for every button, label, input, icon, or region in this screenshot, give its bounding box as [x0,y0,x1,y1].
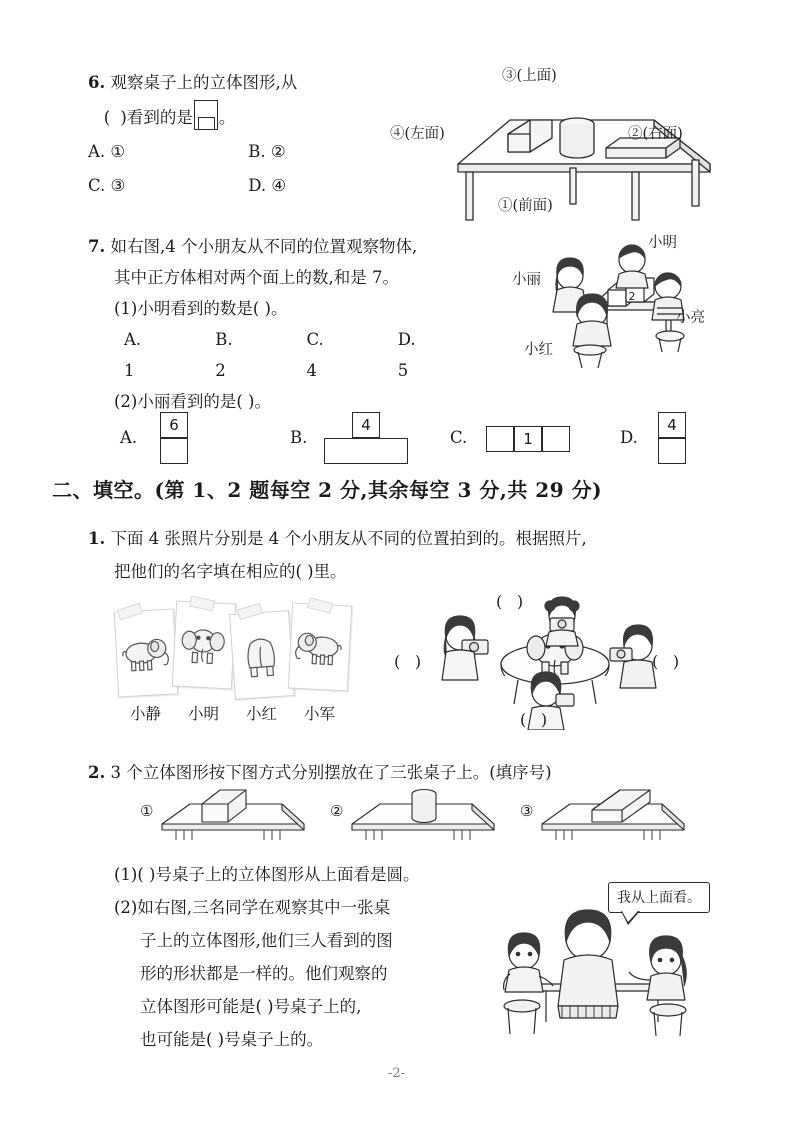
question-7-sub-2[interactable]: (2)小丽看到的是( )。 [114,392,271,411]
elephant-front-view-icon [173,602,233,687]
q7-sub1-option-c-key: C. [306,330,324,349]
answer-blank-bottom[interactable]: ( ) [520,710,552,729]
fill-1-number: 1. [88,529,106,548]
kid-name-xiaohong: 小红 [524,342,553,358]
q7-sub1-option-a[interactable] [124,324,210,386]
fill-2-number: 2. [88,763,106,782]
question-7-figure [508,228,724,370]
figure-label-left: ④(左面) [390,126,445,142]
elephant-side-view-mirrored-icon [289,604,349,689]
photo-name-3: 小红 [246,705,278,723]
option-c-key: C. [88,176,106,195]
q7-sub1-option-a-key: A. [124,330,142,349]
question-6-figure [392,62,728,222]
question-7-sub1-options [88,324,518,386]
fill-2-sub-2-line-4[interactable]: 立体图形可能是( )号桌子上的, [140,997,362,1016]
q7-sub1-option-d-value: 5 [397,361,409,380]
figure-label-top: ③(上面) [502,68,557,84]
question-6-number: 6. [88,73,106,92]
shape-d-top-cell: 4 [658,412,686,438]
question-7-stem-2: 其中正方体相对两个面上的数,和是 7。 [114,268,399,287]
fill-question-1 [88,522,738,588]
photo-card-4 [288,602,352,691]
question-7-number: 7. [88,237,106,256]
question-7-stem-1: 如右图,4 个小朋友从不同的位置观察物体, [110,237,418,256]
question-7-sub-1[interactable]: (1)小明看到的数是( )。 [114,299,288,318]
fill-2-figure [488,882,726,1022]
kid-name-xiaoliang: 小亮 [676,310,705,326]
answer-blank-right[interactable]: ( ) [652,652,684,671]
elephant-side-view-icon [115,610,175,695]
table-number-1: ① [140,802,154,820]
shape-c-left-cell [486,426,514,452]
fill-2-sub-1[interactable]: (1)( )号桌子上的立体图形从上面看是圆。 [114,865,420,884]
table-number-2: ② [330,802,344,820]
answer-blank-left[interactable]: ( ) [394,652,426,671]
fill-2-sub-2-line-5[interactable]: 也可能是( )号桌子上的。 [140,1030,324,1049]
question-6-option-b[interactable] [248,135,285,169]
photo-card-3 [229,610,295,700]
question-6-period: 。 [218,108,236,127]
table-number-3: ③ [520,802,534,820]
fill-question-2 [88,756,738,789]
shape-option-d-key: D. [620,428,638,447]
page-number: -2- [387,1066,406,1081]
fill-2-stem-1: 3 个立体图形按下图方式分别摆放在了三张桌子上。(填序号) [110,763,552,782]
fill-2-sub-2-line-1: (2)如右图,三名同学在观察其中一张桌 [114,898,391,917]
fill-2-line-1 [88,756,738,789]
kid-name-xiaoli: 小丽 [512,272,541,288]
question-7-shape-options [120,404,740,466]
q7-sub1-option-d-key: D. [397,330,416,349]
photo-name-2: 小明 [188,705,220,723]
three-students-observing-illustration [488,902,726,1042]
figure-label-right: ②(右面) [628,126,683,142]
fill-2-sub-2-line-2: 子上的立体图形,他们三人看到的图 [140,931,393,950]
fill-2-sub-2-line-3: 形的形状都是一样的。他们观察的 [140,964,388,983]
q7-sub1-option-b[interactable] [215,324,301,386]
answer-blank-top[interactable]: ( ) [496,592,528,611]
question-7-line-1 [88,231,518,262]
shape-a-top-cell: 6 [160,412,188,438]
question-7 [88,231,518,417]
option-b-value: ② [270,142,286,161]
option-a-key: A. [88,142,106,161]
q7-sub1-option-c[interactable] [307,324,393,386]
q7-sub1-option-d[interactable] [398,324,484,386]
shape-c-right-cell [542,426,570,452]
option-b-key: B. [248,142,266,161]
shape-c-mid-cell: 1 [514,426,542,452]
option-a-value: ① [110,142,126,161]
photo-card-1 [114,608,178,697]
photo-card-2 [172,600,236,689]
kid-name-xiaoming: 小明 [648,235,677,251]
shape-a-bottom-cell [160,438,188,464]
q7-sub1-option-c-value: 4 [306,361,317,380]
speech-bubble: 我从上面看。 [608,882,710,913]
question-6-option-a[interactable] [88,135,243,169]
q7-sub1-option-b-key: B. [215,330,233,349]
question-6-blank-text: )看到的是 [120,108,193,127]
cube-face-number: 2 [628,290,636,303]
figure-label-front: ①(前面) [498,198,553,214]
option-d-value: ④ [271,176,287,195]
shape-option-c-key: C. [450,428,468,447]
section-2-heading: 二、填空。(第 1、2 题每空 2 分,其余每空 3 分,共 29 分) [52,478,603,502]
q7-sub1-option-b-value: 2 [215,361,226,380]
shape-b-base-cell [324,438,408,464]
shape-option-a-key: A. [120,428,138,447]
shape-b-top-cell: 4 [352,412,380,438]
three-tables-row [140,788,700,844]
fill-1-figure [394,592,724,730]
front-view-shape-icon [194,100,218,130]
shape-d-bottom-cell [658,438,686,464]
photo-name-1: 小静 [130,705,162,723]
question-6-option-d[interactable] [248,169,286,203]
fill-1-line-2[interactable]: 把他们的名字填在相应的( )里。 [114,562,347,581]
fill-1-stem-1: 下面 4 张照片分别是 4 个小朋友从不同的位置拍到的。根据照片, [110,529,587,548]
fill-1-line-1 [88,522,738,555]
photo-strip [112,596,402,696]
question-6-option-c[interactable] [88,169,243,203]
shape-option-b-key: B. [290,428,308,447]
elephant-back-view-icon [230,611,292,697]
question-6-stem: 观察桌子上的立体图形,从 [110,73,298,92]
photo-name-4: 小军 [304,705,336,723]
question-6-blank-open[interactable]: ( [103,108,116,127]
question-7-line-2 [88,262,518,293]
option-d-key: D. [248,176,267,195]
q7-sub1-option-a-value: 1 [124,361,135,380]
option-c-value: ③ [110,176,126,195]
three-tables-with-solids-illustration [140,788,700,844]
